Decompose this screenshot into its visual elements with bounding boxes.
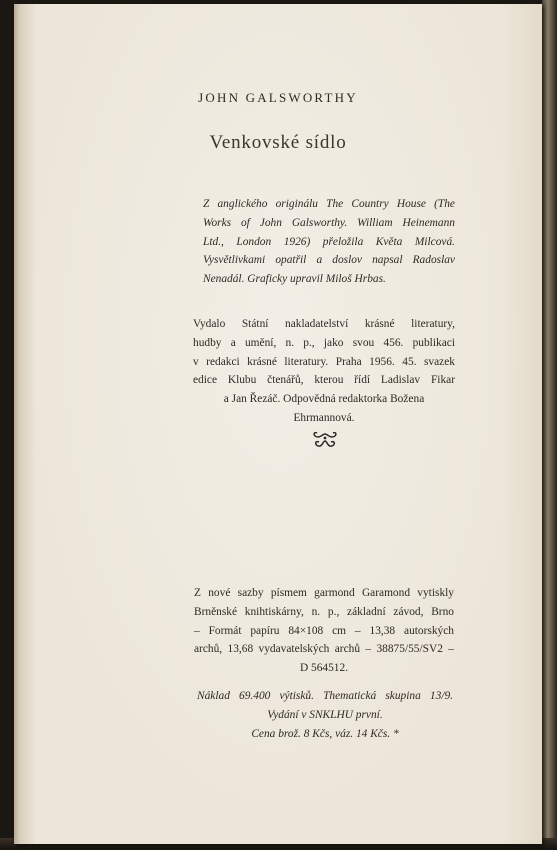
print-line: Brněnské knihtiskárny, n. p., základní závod, Brno — [194, 605, 454, 618]
edition-line: Vydání v SNKLHU první. — [267, 708, 383, 721]
print-line: – Formát papíru 84×108 cm – 13,38 autorských — [194, 624, 454, 637]
publisher-line: hudby a umění, n. p., jako svou 456. publikaci — [193, 336, 455, 349]
translation-line: Z anglického originálu The Country House (The — [203, 198, 455, 210]
publisher-note — [193, 315, 455, 428]
publisher-line: a Jan Řezáč. Odpovědná redaktorka Božena — [223, 393, 425, 406]
fleuron-ornament-icon — [311, 428, 339, 450]
publisher-line: Vydalo Státní nakladatelství krásné literatury, — [193, 318, 455, 330]
book-page — [14, 4, 542, 844]
print-line: archů, 13,68 vydavatelských archů – 38875/55/SV2 – — [194, 643, 454, 656]
publisher-line: Ehrmannová. — [293, 411, 355, 424]
translation-note — [203, 195, 455, 289]
print-note — [194, 584, 454, 678]
translation-line: Works of John Galsworthy. William Heinemann — [203, 216, 455, 229]
translation-line: Nenadál. Graficky upravil Miloš Hrbas. — [203, 273, 386, 286]
edition-line: Cena brož. 8 Kčs, váz. 14 Kčs. * — [251, 727, 399, 740]
edition-line: Náklad 69.400 výtisků. Thematická skupina 13/9. — [197, 690, 453, 702]
publisher-line: edice Klubu čtenářů, kterou řídí Ladislav Fikar — [193, 374, 455, 387]
publisher-line: v redakci krásné literatury. Praha 1956. 45. svazek — [193, 355, 455, 368]
author-name: JOHN GALSWORTHY — [198, 90, 358, 105]
edition-note — [197, 687, 453, 743]
print-line: Z nové sazby písmem garmond Garamond vytiskly — [194, 587, 454, 599]
print-line: D 564512. — [299, 662, 349, 675]
book-edge-right — [542, 0, 557, 850]
translation-line: Vysvětlivkami opatřil a doslov napsal Radoslav — [203, 254, 455, 267]
translation-line: Ltd., London 1926) přeložila Květa Milcová. — [203, 235, 455, 248]
book-title: Venkovské sídlo — [209, 132, 347, 153]
